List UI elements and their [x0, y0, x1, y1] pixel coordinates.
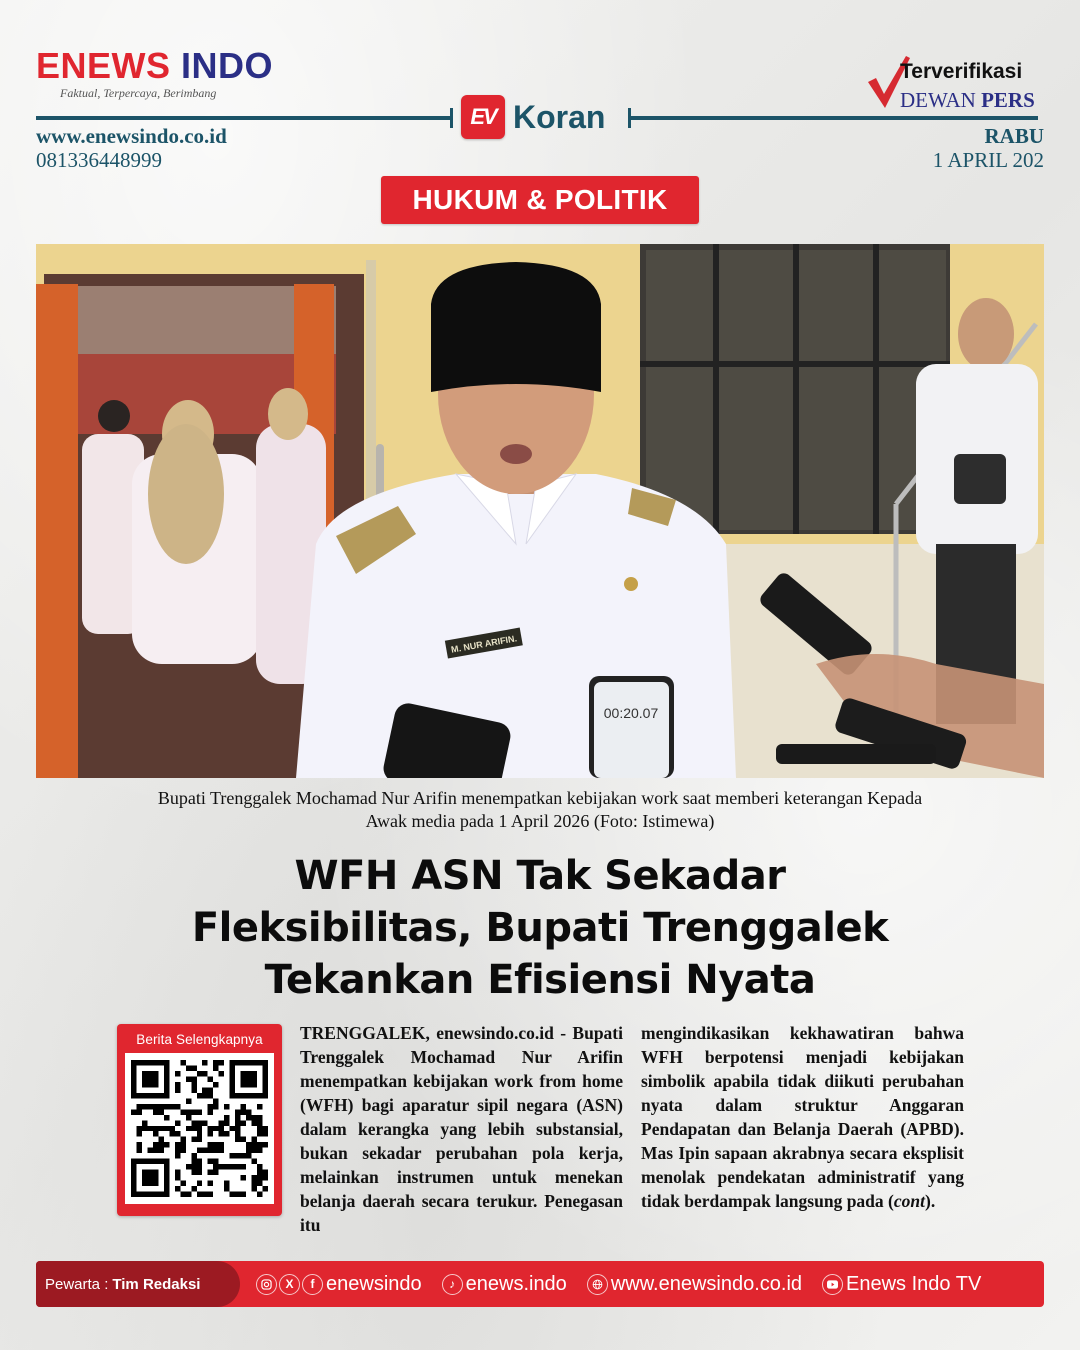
headline-line3: Tekankan Efisiensi Nyata	[264, 957, 816, 1003]
brand-name-part1: ENEWS	[36, 45, 171, 86]
header-rule-right	[630, 116, 1038, 120]
globe-icon[interactable]	[587, 1274, 608, 1295]
tiktok-icon[interactable]: ♪	[442, 1274, 463, 1295]
article-column-1: TRENGGALEK, enewsindo.co.id - Bupati Trenggalek Mochamad Nur Arifin menempatkan kebijakan work from home (WFH) bagi aparatur sipil negara (ASN) dalam kerangka yang lebih substansial, bukan sekadar perubahan pola kerja, melainkan instrumen untuk menekan belanja daerah secara terukur. Penegasan itu	[300, 1023, 623, 1235]
instagram-icon[interactable]	[256, 1274, 277, 1295]
headline-line1: WFH ASN Tak Sekadar	[294, 853, 786, 899]
header-rule-left	[36, 116, 452, 120]
issue-date	[933, 124, 1044, 172]
qr-code[interactable]	[125, 1053, 274, 1204]
name-tag-text: M. NUR ARIFIN.	[450, 633, 518, 655]
website-link[interactable]: www.enewsindo.co.id	[36, 124, 227, 148]
news-photo	[36, 244, 1044, 778]
article-column-2: mengindikasikan kekhawatiran bahwa WFH berpotensi menjadi kebijakan simbolik apabila tidak diikuti perubahan nyata dalam struktur Anggaran Pendapatan dan Belanja Daerah (APBD). Mas Ipin sapaan akrabnya secara eksplisit menolak pendekatan administratif yang tidak berdampak langsung pada (cont).	[641, 1023, 964, 1211]
article-headline	[60, 850, 1020, 1006]
contact-info	[36, 124, 227, 172]
issue-date-text: 1 APRIL 202	[932, 148, 1044, 172]
qr-title: Berita Selengkapnya	[136, 1032, 263, 1047]
verified-org: DEWAN PERS	[900, 88, 1035, 112]
photo-caption-line2: Awak media pada 1 April 2026 (Foto: Istimewa)	[365, 811, 715, 831]
author-label: Pewarta :	[45, 1275, 109, 1293]
continued-marker: cont	[893, 1191, 925, 1211]
brand-logo	[36, 45, 274, 101]
social-handle-tiktok[interactable]: enews.indo	[465, 1272, 567, 1295]
brand-tagline: Faktual, Terpercaya, Berimbang	[60, 86, 217, 100]
verified-text: Terverifikasi	[900, 60, 1023, 83]
youtube-icon[interactable]	[822, 1274, 843, 1295]
issue-day: RABU	[984, 124, 1044, 148]
phone-timer-text: 00:20.07	[603, 705, 659, 721]
category-badge: HUKUM & POLITIK	[381, 176, 699, 224]
header-rule-cap	[450, 108, 453, 128]
brand-name	[36, 45, 274, 86]
headline-line2: Fleksibilitas, Bupati Trenggalek	[191, 905, 889, 951]
ev-logo-icon: EV	[461, 95, 505, 139]
photo-caption-line1: Bupati Trenggalek Mochamad Nur Arifin menempatkan kebijakan work saat memberi keterangan Kepada	[157, 788, 923, 808]
footer-bar	[36, 1261, 1044, 1307]
author-credit	[36, 1261, 240, 1307]
edition-label	[461, 95, 605, 139]
author-name: Tim Redaksi	[112, 1275, 201, 1293]
youtube-channel-link[interactable]: Enews Indo TV	[846, 1272, 982, 1295]
brand-name-part2: INDO	[181, 45, 274, 86]
qr-card[interactable]	[117, 1024, 282, 1216]
verified-badge	[866, 52, 1056, 116]
phone-number: 081336448999	[36, 148, 162, 172]
photo-caption	[36, 787, 1044, 833]
header-rule-cap	[628, 108, 631, 128]
x-icon[interactable]: X	[279, 1274, 300, 1295]
social-links	[256, 1273, 981, 1296]
article-column-2-text: mengindikasikan kekhawatiran bahwa WFH berpotensi menjadi kebijakan simbolik apabila tidak diikuti perubahan nyata dalam struktur Anggaran Pendapatan dan Belanja Daerah (APBD). Mas Ipin sapaan akrabnya secara eksplisit menolak pendekatan administratif yang tidak berdampak langsung pada	[641, 1023, 964, 1211]
website-footer-link[interactable]: www.enewsindo.co.id	[610, 1272, 803, 1295]
photo-illustration	[36, 244, 1044, 778]
facebook-icon[interactable]: f	[302, 1274, 323, 1295]
qr-code-icon	[131, 1059, 268, 1198]
edition-name: Koran	[513, 98, 606, 135]
social-handle-enewsindo[interactable]: enewsindo	[326, 1272, 422, 1295]
